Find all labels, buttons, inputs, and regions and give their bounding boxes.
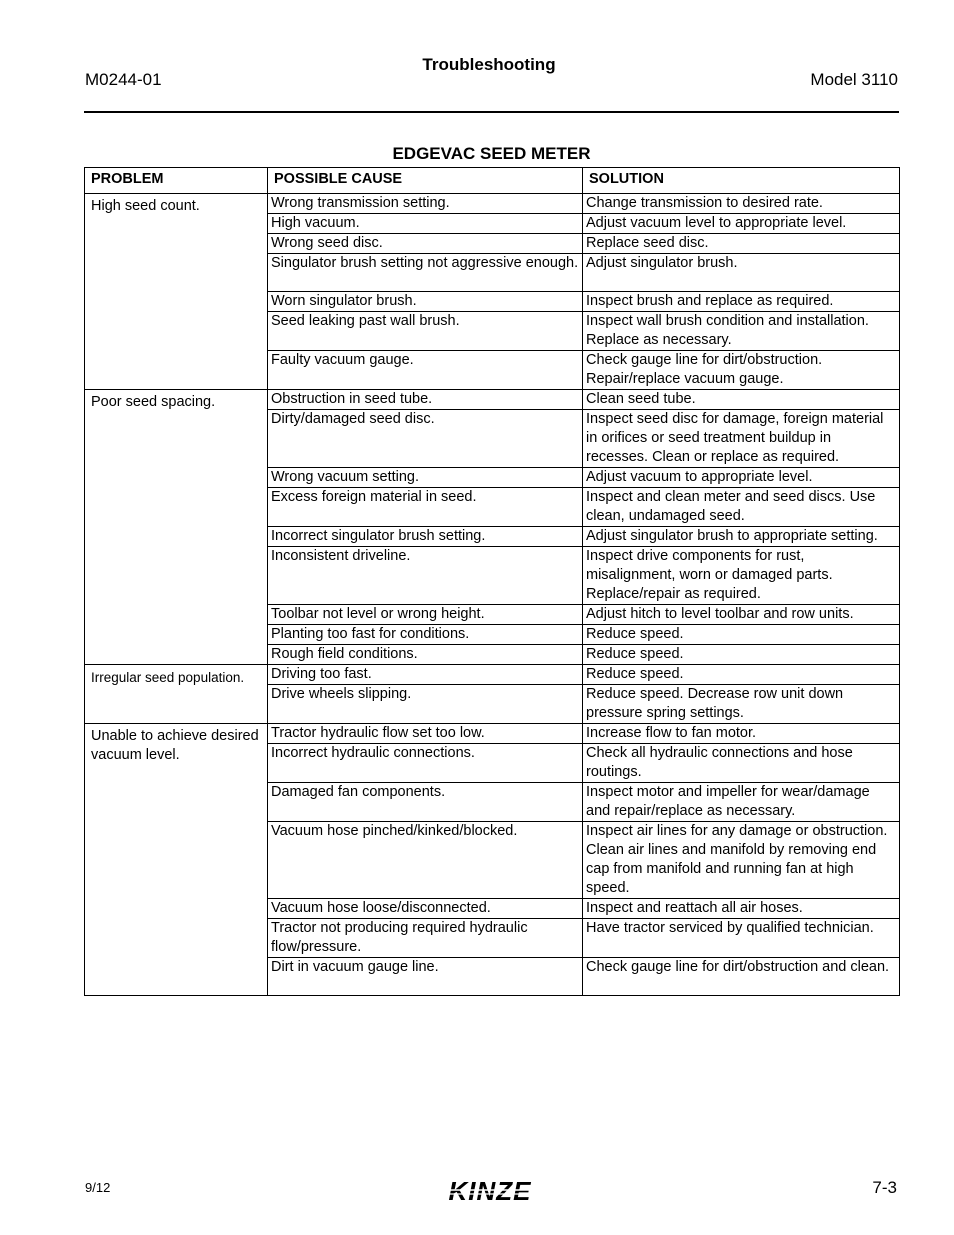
cause-cell: Faulty vacuum gauge.: [268, 351, 583, 390]
solution-cell: Adjust singulator brush.: [583, 254, 900, 292]
cause-cell: Driving too fast.: [268, 665, 583, 685]
column-header-solution: SOLUTION: [583, 168, 900, 194]
cause-cell: Inconsistent driveline.: [268, 547, 583, 605]
solution-cell: Increase flow to fan motor.: [583, 724, 900, 744]
table-row: [85, 724, 900, 744]
table-row: [85, 665, 900, 685]
cause-cell: High vacuum.: [268, 214, 583, 234]
solution-cell: Clean seed tube.: [583, 390, 900, 410]
cause-cell: Incorrect hydraulic connections.: [268, 744, 583, 783]
solution-cell: Reduce speed.: [583, 645, 900, 665]
column-header-cause: POSSIBLE CAUSE: [268, 168, 583, 194]
cause-cell: Wrong transmission setting.: [268, 194, 583, 214]
solution-cell: Inspect air lines for any damage or obstruction. Clean air lines and manifold by removing end cap from manifold and running fan at high speed.: [583, 822, 900, 899]
troubleshooting-table: [84, 167, 900, 996]
cause-cell: Wrong vacuum setting.: [268, 468, 583, 488]
section-title: Troubleshooting: [422, 55, 556, 74]
solution-cell: Adjust vacuum to appropriate level.: [583, 468, 900, 488]
solution-cell: Adjust hitch to level toolbar and row units.: [583, 605, 900, 625]
solution-cell: Inspect wall brush condition and installation. Replace as necessary.: [583, 312, 900, 351]
solution-cell: Inspect and reattach all air hoses.: [583, 899, 900, 919]
revision-date: 9/12: [85, 1180, 111, 1195]
kinze-logo: [430, 1176, 550, 1206]
table-row: [85, 194, 900, 214]
table-title: EDGEVAC SEED METER: [392, 144, 591, 163]
kinze-logo-text: KINZE: [448, 1176, 532, 1206]
cause-cell: Damaged fan components.: [268, 783, 583, 822]
solution-cell: Inspect and clean meter and seed discs. Use clean, undamaged seed.: [583, 488, 900, 527]
solution-cell: Inspect drive components for rust, misalignment, worn or damaged parts. Replace/repair as required.: [583, 547, 900, 605]
problem-cell: Unable to achieve desired vacuum level.: [85, 724, 268, 996]
cause-cell: Excess foreign material in seed.: [268, 488, 583, 527]
cause-cell: Toolbar not level or wrong height.: [268, 605, 583, 625]
cause-cell: Singulator brush setting not aggressive enough.: [268, 254, 583, 292]
solution-cell: Adjust vacuum level to appropriate level.: [583, 214, 900, 234]
solution-cell: Inspect seed disc for damage, foreign material in orifices or seed treatment buildup in recesses. Clean or replace as required.: [583, 410, 900, 468]
cause-cell: Obstruction in seed tube.: [268, 390, 583, 410]
cause-cell: Planting too fast for conditions.: [268, 625, 583, 645]
cause-cell: Drive wheels slipping.: [268, 685, 583, 724]
solution-cell: Adjust singulator brush to appropriate setting.: [583, 527, 900, 547]
cause-cell: Dirt in vacuum gauge line.: [268, 958, 583, 996]
solution-cell: Replace seed disc.: [583, 234, 900, 254]
solution-cell: Inspect brush and replace as required.: [583, 292, 900, 312]
page-number: 7-3: [872, 1178, 897, 1197]
solution-cell: Inspect motor and impeller for wear/damage and repair/replace as necessary.: [583, 783, 900, 822]
problem-cell: Irregular seed population.: [85, 665, 268, 724]
cause-cell: Incorrect singulator brush setting.: [268, 527, 583, 547]
document-number: M0244-01: [85, 70, 162, 89]
column-header-problem: PROBLEM: [85, 168, 268, 194]
cause-cell: Worn singulator brush.: [268, 292, 583, 312]
cause-cell: Seed leaking past wall brush.: [268, 312, 583, 351]
cause-cell: Rough field conditions.: [268, 645, 583, 665]
solution-cell: Have tractor serviced by qualified technician.: [583, 919, 900, 958]
table-header-row: [85, 168, 900, 194]
solution-cell: Reduce speed. Decrease row unit down pressure spring settings.: [583, 685, 900, 724]
solution-cell: Change transmission to desired rate.: [583, 194, 900, 214]
table-row: [85, 390, 900, 410]
cause-cell: Tractor hydraulic flow set too low.: [268, 724, 583, 744]
cause-cell: Dirty/damaged seed disc.: [268, 410, 583, 468]
solution-cell: Reduce speed.: [583, 625, 900, 645]
solution-cell: Check gauge line for dirt/obstruction and clean.: [583, 958, 900, 996]
cause-cell: Wrong seed disc.: [268, 234, 583, 254]
problem-cell: Poor seed spacing.: [85, 390, 268, 665]
solution-cell: Reduce speed.: [583, 665, 900, 685]
model-label: Model 3110: [810, 70, 898, 89]
solution-cell: Check gauge line for dirt/obstruction. Repair/replace vacuum gauge.: [583, 351, 900, 390]
problem-cell: High seed count.: [85, 194, 268, 390]
header-divider: [84, 111, 899, 113]
cause-cell: Vacuum hose pinched/kinked/blocked.: [268, 822, 583, 899]
cause-cell: Tractor not producing required hydraulic flow/pressure.: [268, 919, 583, 958]
solution-cell: Check all hydraulic connections and hose routings.: [583, 744, 900, 783]
cause-cell: Vacuum hose loose/disconnected.: [268, 899, 583, 919]
